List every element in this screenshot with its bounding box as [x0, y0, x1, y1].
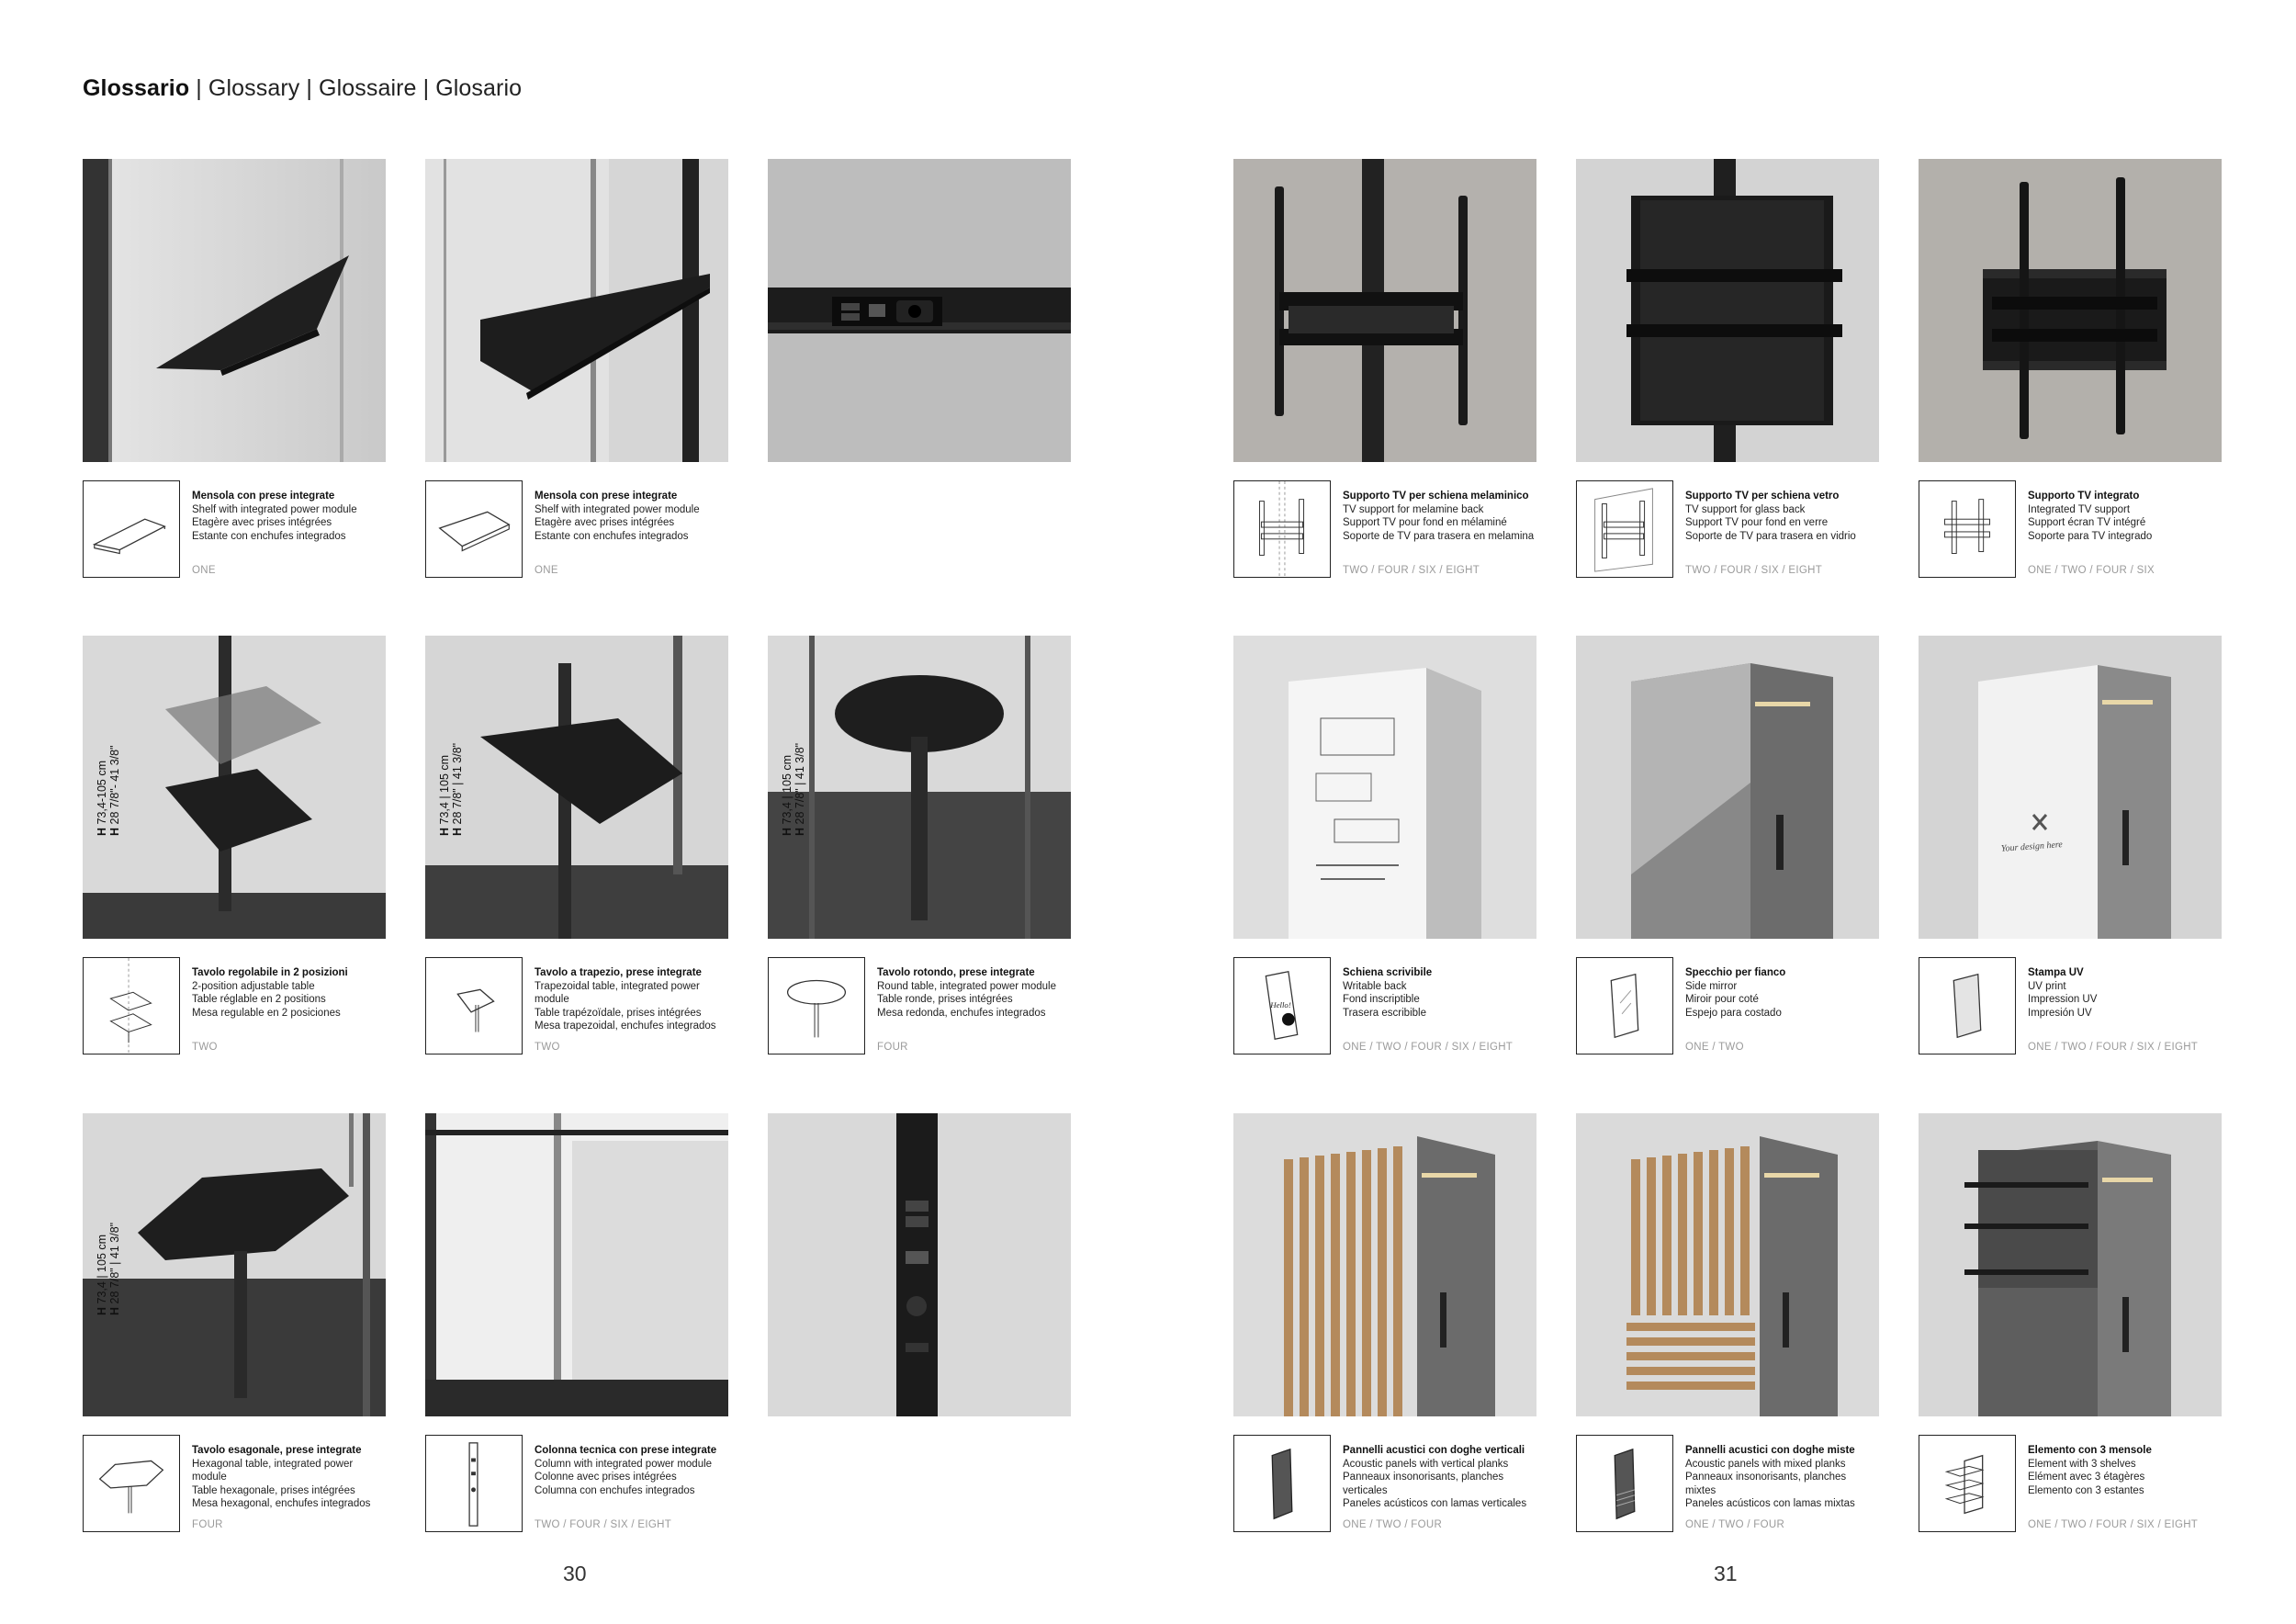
item-en: Acoustic panels with vertical planks — [1343, 1458, 1509, 1470]
item-modules: ONE / TWO / FOUR — [1685, 1519, 1785, 1530]
item-name: Tavolo esagonale, prese integrate — [192, 1445, 362, 1456]
item-es: Trasera escribible — [1343, 1007, 1426, 1019]
item-en: 2-position adjustable table — [192, 980, 315, 992]
item-en: Element with 3 shelves — [2028, 1458, 2136, 1470]
tv-bracket-glass-icon — [1576, 480, 1673, 578]
photo-writable-back — [1233, 636, 1536, 939]
item-en: TV support for glass back — [1685, 503, 1806, 515]
item-name: Stampa UV — [2028, 967, 2084, 978]
acoustic-panel-mixed-icon — [1576, 1435, 1673, 1532]
uv-print-text: Your design here — [2000, 840, 2064, 854]
dim-in: 28 7/8" | 41 3/8" — [451, 742, 464, 825]
shelf-icon — [83, 480, 180, 578]
item-name: Colonna tecnica con prese integrate — [535, 1445, 717, 1456]
item-en: Column with integrated power module — [535, 1458, 713, 1470]
dim-cm: 73,4 | 105 cm — [96, 1234, 108, 1304]
item-fr: Table ronde, prises intégrées — [877, 994, 1013, 1005]
item-en: Round table, integrated power module — [877, 980, 1056, 992]
item-fr: Table réglable en 2 positions — [192, 994, 326, 1005]
photo-tv-support-integrated — [1919, 159, 2222, 462]
tv-bracket-icon — [1233, 480, 1331, 578]
dim-in: 28 7/8" | 41 3/8" — [108, 1222, 121, 1304]
item-modules: FOUR — [877, 1042, 908, 1053]
item-modules: ONE / TWO / FOUR — [1343, 1519, 1443, 1530]
trapezoid-table-icon — [425, 957, 523, 1054]
item-name: Mensola con prese integrate — [535, 491, 678, 502]
item-fr: Support écran TV intégré — [2028, 517, 2146, 528]
page-title — [83, 75, 522, 102]
page-number-left: 30 — [563, 1562, 587, 1585]
mirror-icon — [1576, 957, 1673, 1054]
dim-label-round-table: H 73,4 | 105 cm H 28 7/8" | 41 3/8" — [781, 742, 806, 836]
photo-trapezoid-table — [425, 636, 728, 939]
item-modules: ONE / TWO / FOUR / SIX — [2028, 565, 2155, 576]
photo-power-column — [768, 1113, 1071, 1416]
item-en: Shelf with integrated power module — [535, 503, 700, 515]
item-fr: Etagère avec prises intégrées — [192, 517, 332, 528]
uv-print-icon — [1919, 957, 2016, 1054]
photo-round-table — [768, 636, 1071, 939]
item-name: Supporto TV integrato — [2028, 491, 2140, 502]
item-fr: Table hexagonale, prises intégrées — [192, 1484, 355, 1496]
item-name: Elemento con 3 mensole — [2028, 1445, 2152, 1456]
item-modules: TWO — [535, 1042, 560, 1053]
item-es: Mesa regulable en 2 posiciones — [192, 1007, 341, 1019]
tv-bracket-icon — [1919, 480, 2016, 578]
item-es: Mesa trapezoidal, enchufes integrados — [535, 1021, 716, 1032]
dim-label-trapezoid-table: H 73,4 | 105 cm H 28 7/8" | 41 3/8" — [438, 742, 464, 836]
hexagonal-table-icon — [83, 1435, 180, 1532]
photo-tv-support-melamine — [1233, 159, 1536, 462]
dim-label-adjustable-table: H 73,4-105 cm H 28 7/8"- 41 3/8" — [96, 745, 121, 836]
photo-uv-print — [1919, 636, 2222, 939]
title-bold: Glossario — [83, 75, 190, 101]
item-fr: Support TV pour fond en mélaminé — [1343, 517, 1507, 528]
item-fr: Etagère avec prises intégrées — [535, 517, 675, 528]
item-modules: TWO / FOUR / SIX / EIGHT — [535, 1519, 672, 1530]
item-es: Columna con enchufes integrados — [535, 1484, 695, 1496]
item-modules: ONE / TWO — [1685, 1042, 1744, 1053]
photo-hexagonal-table — [83, 1113, 386, 1416]
item-es: Mesa hexagonal, enchufes integrados — [192, 1498, 371, 1509]
photo-shelf-1 — [83, 159, 386, 462]
column-icon — [425, 1435, 523, 1532]
photo-shelf-2 — [425, 159, 728, 462]
page-number-right: 31 — [1714, 1562, 1738, 1585]
item-es: Paneles acústicos con lamas mixtas — [1685, 1498, 1855, 1509]
item-es: Estante con enchufes integrados — [192, 530, 346, 542]
item-fr: Colonne avec prises intégrées — [535, 1472, 677, 1483]
item-fr: Elément avec 3 étagères — [2028, 1472, 2145, 1483]
item-en: TV support for melamine back — [1343, 503, 1484, 515]
item-es: Elemento con 3 estantes — [2028, 1484, 2144, 1496]
item-name: Schiena scrivibile — [1343, 967, 1433, 978]
round-table-icon — [768, 957, 865, 1054]
photo-three-shelves — [1919, 1113, 2222, 1416]
hello-text: Hello! — [1270, 999, 1291, 1009]
item-en: Integrated TV support — [2028, 503, 2131, 515]
item-fr: Panneaux insonorisants, planches verticales — [1343, 1472, 1504, 1496]
item-name: Tavolo a trapezio, prese integrate — [535, 967, 702, 978]
item-es: Soporte para TV integrado — [2028, 530, 2153, 542]
item-modules: ONE / TWO / FOUR / SIX / EIGHT — [2028, 1042, 2199, 1053]
item-fr: Panneaux insonorisants, planches mixtes — [1685, 1472, 1847, 1496]
item-name: Pannelli acustici con doghe miste — [1685, 1445, 1855, 1456]
item-modules: TWO / FOUR / SIX / EIGHT — [1685, 565, 1823, 576]
item-modules: ONE — [535, 565, 558, 576]
three-shelves-icon — [1919, 1435, 2016, 1532]
photo-side-mirror — [1576, 636, 1879, 939]
item-name: Pannelli acustici con doghe verticali — [1343, 1445, 1525, 1456]
item-en: UV print — [2028, 980, 2066, 992]
item-es: Soporte de TV para trasera en vidrio — [1685, 530, 1856, 542]
title-rest: | Glossary | Glossaire | Glosario — [189, 75, 523, 101]
dim-label-hexagonal-table: H 73,4 | 105 cm H 28 7/8" | 41 3/8" — [96, 1222, 121, 1315]
item-fr: Impression UV — [2028, 994, 2098, 1005]
adjustable-table-icon — [83, 957, 180, 1054]
item-fr: Miroir pour coté — [1685, 994, 1759, 1005]
photo-technical-column — [425, 1113, 728, 1416]
item-es: Impresión UV — [2028, 1007, 2092, 1019]
item-name: Tavolo regolabile in 2 posizioni — [192, 967, 348, 978]
item-fr: Table trapézoïdale, prises intégrées — [535, 1007, 702, 1019]
item-name: Supporto TV per schiena melaminico — [1343, 491, 1529, 502]
photo-adjustable-table — [83, 636, 386, 939]
item-en: Writable back — [1343, 980, 1407, 992]
item-name: Supporto TV per schiena vetro — [1685, 491, 1840, 502]
item-modules: ONE — [192, 565, 216, 576]
item-en: Trapezoidal table, integrated power module — [535, 980, 700, 1005]
item-modules: TWO / FOUR / SIX / EIGHT — [1343, 565, 1480, 576]
dim-in: 28 7/8"- 41 3/8" — [108, 745, 121, 825]
item-es: Estante con enchufes integrados — [535, 530, 689, 542]
item-en: Shelf with integrated power module — [192, 503, 357, 515]
acoustic-panel-icon — [1233, 1435, 1331, 1532]
item-name: Tavolo rotondo, prese integrate — [877, 967, 1035, 978]
item-es: Espejo para costado — [1685, 1007, 1782, 1019]
item-modules: FOUR — [192, 1519, 223, 1530]
item-fr: Support TV pour fond en verre — [1685, 517, 1829, 528]
dim-cm: 73,4 | 105 cm — [781, 754, 793, 825]
dim-cm: 73,4 | 105 cm — [438, 754, 451, 825]
dim-cm: 73,4-105 cm — [96, 761, 108, 825]
item-es: Paneles acústicos con lamas verticales — [1343, 1498, 1527, 1509]
dim-in: 28 7/8" | 41 3/8" — [793, 742, 806, 825]
item-es: Soporte de TV para trasera en melamina — [1343, 530, 1535, 542]
shelf-icon — [425, 480, 523, 578]
item-modules: ONE / TWO / FOUR / SIX / EIGHT — [1343, 1042, 1514, 1053]
item-fr: Fond inscriptible — [1343, 994, 1420, 1005]
item-modules: TWO — [192, 1042, 218, 1053]
photo-power-module — [768, 159, 1071, 462]
photo-acoustic-vertical — [1233, 1113, 1536, 1416]
item-name: Specchio per fianco — [1685, 967, 1786, 978]
item-en: Hexagonal table, integrated power module — [192, 1458, 354, 1483]
photo-tv-support-glass — [1576, 159, 1879, 462]
item-name: Mensola con prese integrate — [192, 491, 335, 502]
writable-back-icon — [1233, 957, 1331, 1054]
item-en: Side mirror — [1685, 980, 1738, 992]
item-en: Acoustic panels with mixed planks — [1685, 1458, 1846, 1470]
item-modules: ONE / TWO / FOUR / SIX / EIGHT — [2028, 1519, 2199, 1530]
item-es: Mesa redonda, enchufes integrados — [877, 1007, 1046, 1019]
photo-acoustic-mixed — [1576, 1113, 1879, 1416]
